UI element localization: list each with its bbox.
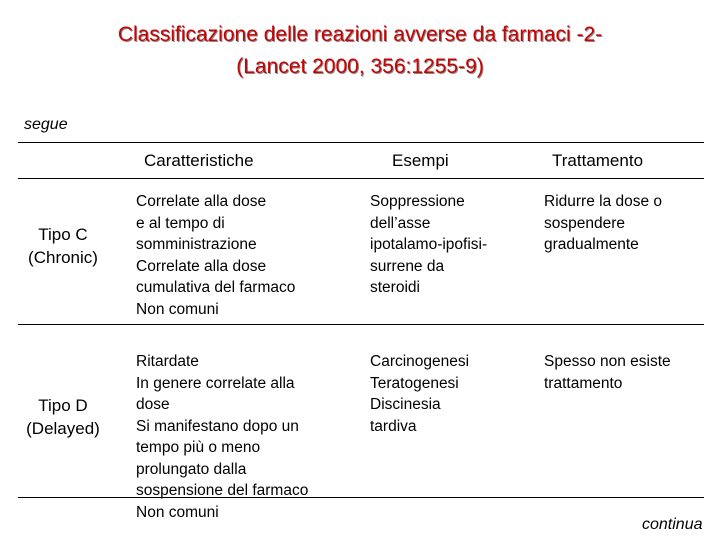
text-line: Non comuni bbox=[136, 503, 219, 521]
text-line: dell’asse bbox=[370, 214, 431, 232]
row-label-tipo-d: Tipo D bbox=[38, 396, 88, 415]
segue-label: segue bbox=[24, 116, 68, 133]
text-line: e al tempo di bbox=[136, 214, 225, 232]
text-line: ipotalamo-ipofisi- bbox=[370, 236, 488, 253]
text-line: dose bbox=[136, 396, 170, 413]
text-line: Teratogenesi bbox=[370, 374, 459, 392]
top-rule bbox=[18, 142, 704, 143]
text-line: steroidi bbox=[370, 279, 420, 296]
text-line: somministrazione bbox=[136, 236, 257, 253]
header-caratteristiche: Caratteristiche bbox=[144, 151, 254, 170]
cell-tipo-c-esempi bbox=[370, 191, 487, 299]
text-line: Si manifestano dopo un bbox=[136, 417, 299, 435]
text-line: prolungato dalla bbox=[136, 460, 247, 478]
header-esempi: Esempi bbox=[392, 151, 449, 170]
text-line: Ridurre la dose o bbox=[544, 193, 663, 210]
text-line: Correlate alla dose bbox=[136, 193, 267, 210]
cell-tipo-c-trattamento bbox=[544, 191, 662, 256]
text-line: Ritardate bbox=[136, 353, 199, 370]
row-sublabel-chronic: (Chronic) bbox=[28, 248, 98, 267]
row-separator-rule bbox=[18, 324, 704, 325]
text-line: Correlate alla dose bbox=[136, 257, 267, 275]
text-line: tardiva bbox=[370, 417, 417, 435]
text-line: cumulativa del farmaco bbox=[136, 279, 296, 296]
text-line: Carcinogenesi bbox=[370, 353, 470, 370]
text-line: tempo più o meno bbox=[136, 439, 261, 456]
slide-subtitle-reference: (Lancet 2000, 356:1255-9) bbox=[236, 55, 484, 78]
text-line: trattamento bbox=[544, 374, 623, 392]
header-trattamento: Trattamento bbox=[552, 151, 644, 170]
text-line: Spesso non esiste bbox=[544, 353, 671, 370]
text-line: sospensione del farmaco bbox=[136, 482, 309, 499]
text-line: surrene da bbox=[370, 257, 445, 275]
cell-tipo-d-esempi bbox=[370, 351, 469, 437]
text-line: sospendere bbox=[544, 214, 626, 232]
text-line: Non comuni bbox=[136, 300, 219, 318]
cell-tipo-c-caratteristiche bbox=[136, 191, 295, 320]
text-line: Soppressione bbox=[370, 193, 465, 210]
text-line: gradualmente bbox=[544, 236, 639, 253]
row-label-tipo-c: Tipo C bbox=[38, 225, 88, 244]
continua-label: continua bbox=[642, 516, 703, 533]
cell-tipo-d-trattamento bbox=[544, 351, 671, 394]
slide-title: Classificazione delle reazioni avverse da farmaci -2- bbox=[117, 23, 603, 46]
bottom-rule bbox=[18, 497, 704, 498]
header-rule bbox=[18, 178, 704, 179]
cell-tipo-d-caratteristiche bbox=[136, 351, 308, 523]
text-line: In genere correlate alla bbox=[136, 374, 295, 392]
text-line: Discinesia bbox=[370, 396, 441, 413]
row-sublabel-delayed: (Delayed) bbox=[26, 419, 100, 438]
